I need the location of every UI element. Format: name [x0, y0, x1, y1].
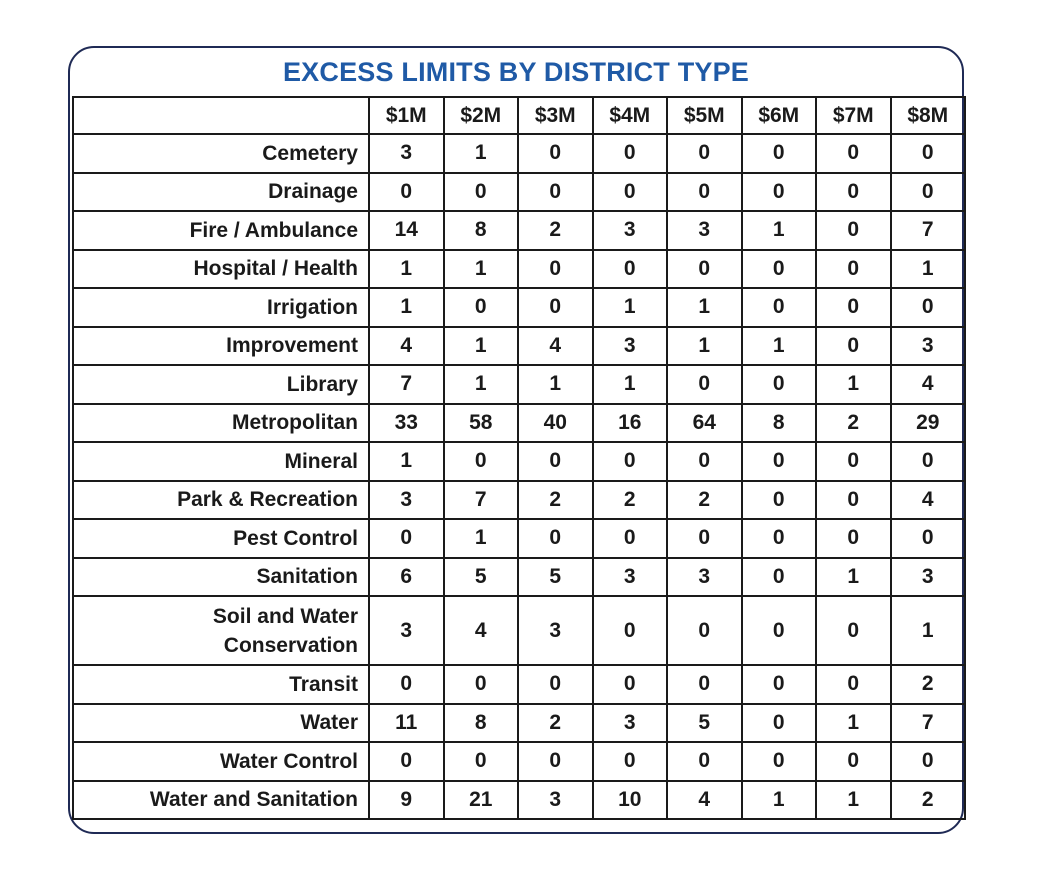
value-cell: 11: [369, 704, 444, 743]
value-cell: 0: [891, 134, 966, 173]
value-cell: 0: [518, 442, 593, 481]
column-header: $6M: [742, 97, 817, 134]
value-cell: 0: [891, 288, 966, 327]
row-label: Metropolitan: [73, 404, 369, 443]
value-cell: 33: [369, 404, 444, 443]
value-cell: 0: [667, 442, 742, 481]
value-cell: 0: [816, 442, 891, 481]
column-header: $3M: [518, 97, 593, 134]
value-cell: 2: [518, 704, 593, 743]
value-cell: 14: [369, 211, 444, 250]
value-cell: 0: [816, 211, 891, 250]
table-frame: [68, 46, 964, 834]
value-cell: 0: [891, 442, 966, 481]
value-cell: 16: [593, 404, 668, 443]
row-label: Water Control: [73, 742, 369, 781]
column-header: $4M: [593, 97, 668, 134]
value-cell: 1: [444, 250, 519, 289]
value-cell: 2: [518, 211, 593, 250]
value-cell: 1: [891, 596, 966, 665]
value-cell: 6: [369, 558, 444, 597]
value-cell: 0: [593, 596, 668, 665]
value-cell: 8: [444, 211, 519, 250]
table-row: [73, 596, 965, 665]
value-cell: 0: [444, 288, 519, 327]
value-cell: 2: [667, 481, 742, 520]
value-cell: 0: [667, 250, 742, 289]
column-header: $8M: [891, 97, 966, 134]
row-label-line: Conservation: [223, 633, 358, 657]
value-cell: 3: [593, 558, 668, 597]
value-cell: 3: [593, 704, 668, 743]
value-cell: 4: [891, 481, 966, 520]
value-cell: 2: [593, 481, 668, 520]
value-cell: 1: [444, 365, 519, 404]
value-cell: 58: [444, 404, 519, 443]
value-cell: 1: [369, 442, 444, 481]
value-cell: 0: [742, 665, 817, 704]
value-cell: 2: [891, 665, 966, 704]
column-header: $2M: [444, 97, 519, 134]
value-cell: 0: [667, 134, 742, 173]
value-cell: 0: [593, 134, 668, 173]
value-cell: 0: [891, 519, 966, 558]
value-cell: 1: [593, 288, 668, 327]
value-cell: 0: [816, 481, 891, 520]
value-cell: 64: [667, 404, 742, 443]
value-cell: 0: [816, 134, 891, 173]
value-cell: 4: [369, 327, 444, 366]
row-label: Mineral: [73, 442, 369, 481]
value-cell: 3: [518, 781, 593, 820]
value-cell: 5: [518, 558, 593, 597]
value-cell: 0: [667, 173, 742, 212]
table-row: [73, 173, 965, 212]
table-row: [73, 742, 965, 781]
corner-cell: [73, 97, 369, 134]
table-row: [73, 211, 965, 250]
value-cell: 0: [518, 173, 593, 212]
value-cell: 0: [518, 519, 593, 558]
value-cell: 0: [742, 250, 817, 289]
row-label: Park & Recreation: [73, 481, 369, 520]
table-row: [73, 781, 965, 820]
value-cell: 0: [742, 519, 817, 558]
value-cell: 0: [742, 481, 817, 520]
value-cell: 1: [742, 781, 817, 820]
row-label: Library: [73, 365, 369, 404]
value-cell: 40: [518, 404, 593, 443]
value-cell: 0: [593, 742, 668, 781]
value-cell: 0: [593, 442, 668, 481]
value-cell: 1: [444, 327, 519, 366]
value-cell: 0: [891, 742, 966, 781]
value-cell: 0: [891, 173, 966, 212]
value-cell: 1: [444, 519, 519, 558]
row-label: Hospital / Health: [73, 250, 369, 289]
value-cell: 1: [518, 365, 593, 404]
value-cell: 7: [891, 704, 966, 743]
value-cell: 3: [667, 211, 742, 250]
value-cell: 0: [518, 250, 593, 289]
row-label: [73, 596, 369, 665]
value-cell: 2: [518, 481, 593, 520]
value-cell: 3: [369, 481, 444, 520]
value-cell: 0: [518, 288, 593, 327]
value-cell: 3: [369, 596, 444, 665]
value-cell: 1: [742, 327, 817, 366]
value-cell: 1: [444, 134, 519, 173]
value-cell: 3: [518, 596, 593, 665]
value-cell: 3: [593, 327, 668, 366]
table-title: EXCESS LIMITS BY DISTRICT TYPE: [282, 57, 750, 87]
value-cell: 4: [667, 781, 742, 820]
value-cell: 0: [742, 742, 817, 781]
table-row: [73, 481, 965, 520]
row-label: Irrigation: [73, 288, 369, 327]
table-row: [73, 442, 965, 481]
value-cell: 4: [891, 365, 966, 404]
table-row: [73, 704, 965, 743]
value-cell: 8: [742, 404, 817, 443]
value-cell: 3: [369, 134, 444, 173]
value-cell: 0: [742, 134, 817, 173]
column-header: $7M: [816, 97, 891, 134]
value-cell: 0: [742, 596, 817, 665]
row-label: Fire / Ambulance: [73, 211, 369, 250]
row-label: Improvement: [73, 327, 369, 366]
row-label: Sanitation: [73, 558, 369, 597]
value-cell: 0: [593, 250, 668, 289]
value-cell: 3: [891, 327, 966, 366]
column-header: $5M: [667, 97, 742, 134]
row-label: Water: [73, 704, 369, 743]
table-row: [73, 558, 965, 597]
value-cell: 0: [593, 665, 668, 704]
value-cell: 0: [667, 365, 742, 404]
value-cell: 0: [816, 327, 891, 366]
table-row: [73, 665, 965, 704]
value-cell: 0: [667, 596, 742, 665]
table-row: [73, 404, 965, 443]
value-cell: 0: [667, 665, 742, 704]
table-row: [73, 365, 965, 404]
value-cell: 0: [518, 665, 593, 704]
value-cell: 0: [667, 519, 742, 558]
row-label: Drainage: [73, 173, 369, 212]
table-row: [73, 288, 965, 327]
value-cell: 0: [742, 442, 817, 481]
value-cell: 8: [444, 704, 519, 743]
value-cell: 1: [369, 288, 444, 327]
value-cell: 0: [816, 665, 891, 704]
column-header: $1M: [369, 97, 444, 134]
value-cell: 1: [667, 288, 742, 327]
row-label-line: Soil and Water: [212, 604, 358, 628]
value-cell: 0: [369, 742, 444, 781]
value-cell: 0: [816, 173, 891, 212]
value-cell: 0: [444, 665, 519, 704]
value-cell: 0: [369, 519, 444, 558]
table-row: [73, 134, 965, 173]
row-label: Pest Control: [73, 519, 369, 558]
value-cell: 1: [667, 327, 742, 366]
value-cell: 21: [444, 781, 519, 820]
value-cell: 7: [444, 481, 519, 520]
value-cell: 0: [816, 742, 891, 781]
value-cell: 1: [816, 558, 891, 597]
value-cell: 0: [369, 665, 444, 704]
value-cell: 2: [816, 404, 891, 443]
value-cell: 29: [891, 404, 966, 443]
value-cell: 0: [518, 742, 593, 781]
value-cell: 3: [593, 211, 668, 250]
value-cell: 0: [816, 250, 891, 289]
value-cell: 0: [816, 288, 891, 327]
value-cell: 1: [369, 250, 444, 289]
value-cell: 7: [891, 211, 966, 250]
value-cell: 1: [593, 365, 668, 404]
row-label: Transit: [73, 665, 369, 704]
value-cell: 0: [518, 134, 593, 173]
value-cell: 0: [742, 173, 817, 212]
value-cell: 2: [891, 781, 966, 820]
value-cell: 1: [742, 211, 817, 250]
value-cell: 3: [891, 558, 966, 597]
table-body: [73, 134, 965, 819]
value-cell: 0: [816, 519, 891, 558]
value-cell: 5: [667, 704, 742, 743]
table-row: [73, 250, 965, 289]
value-cell: 1: [816, 365, 891, 404]
value-cell: 0: [593, 173, 668, 212]
value-cell: 0: [667, 742, 742, 781]
value-cell: 5: [444, 558, 519, 597]
header-row: [73, 97, 965, 134]
value-cell: 0: [369, 173, 444, 212]
value-cell: 0: [816, 596, 891, 665]
table-row: [73, 327, 965, 366]
value-cell: 4: [518, 327, 593, 366]
value-cell: 0: [742, 558, 817, 597]
value-cell: 1: [816, 704, 891, 743]
value-cell: 0: [593, 519, 668, 558]
row-label: Water and Sanitation: [73, 781, 369, 820]
table-row: [73, 519, 965, 558]
value-cell: 9: [369, 781, 444, 820]
value-cell: 0: [742, 288, 817, 327]
value-cell: 10: [593, 781, 668, 820]
value-cell: 3: [667, 558, 742, 597]
row-label: Cemetery: [73, 134, 369, 173]
value-cell: 0: [742, 704, 817, 743]
value-cell: 1: [816, 781, 891, 820]
value-cell: 1: [891, 250, 966, 289]
value-cell: 0: [742, 365, 817, 404]
data-table: [72, 96, 966, 820]
value-cell: 0: [444, 742, 519, 781]
value-cell: 4: [444, 596, 519, 665]
value-cell: 0: [444, 442, 519, 481]
value-cell: 7: [369, 365, 444, 404]
value-cell: 0: [444, 173, 519, 212]
